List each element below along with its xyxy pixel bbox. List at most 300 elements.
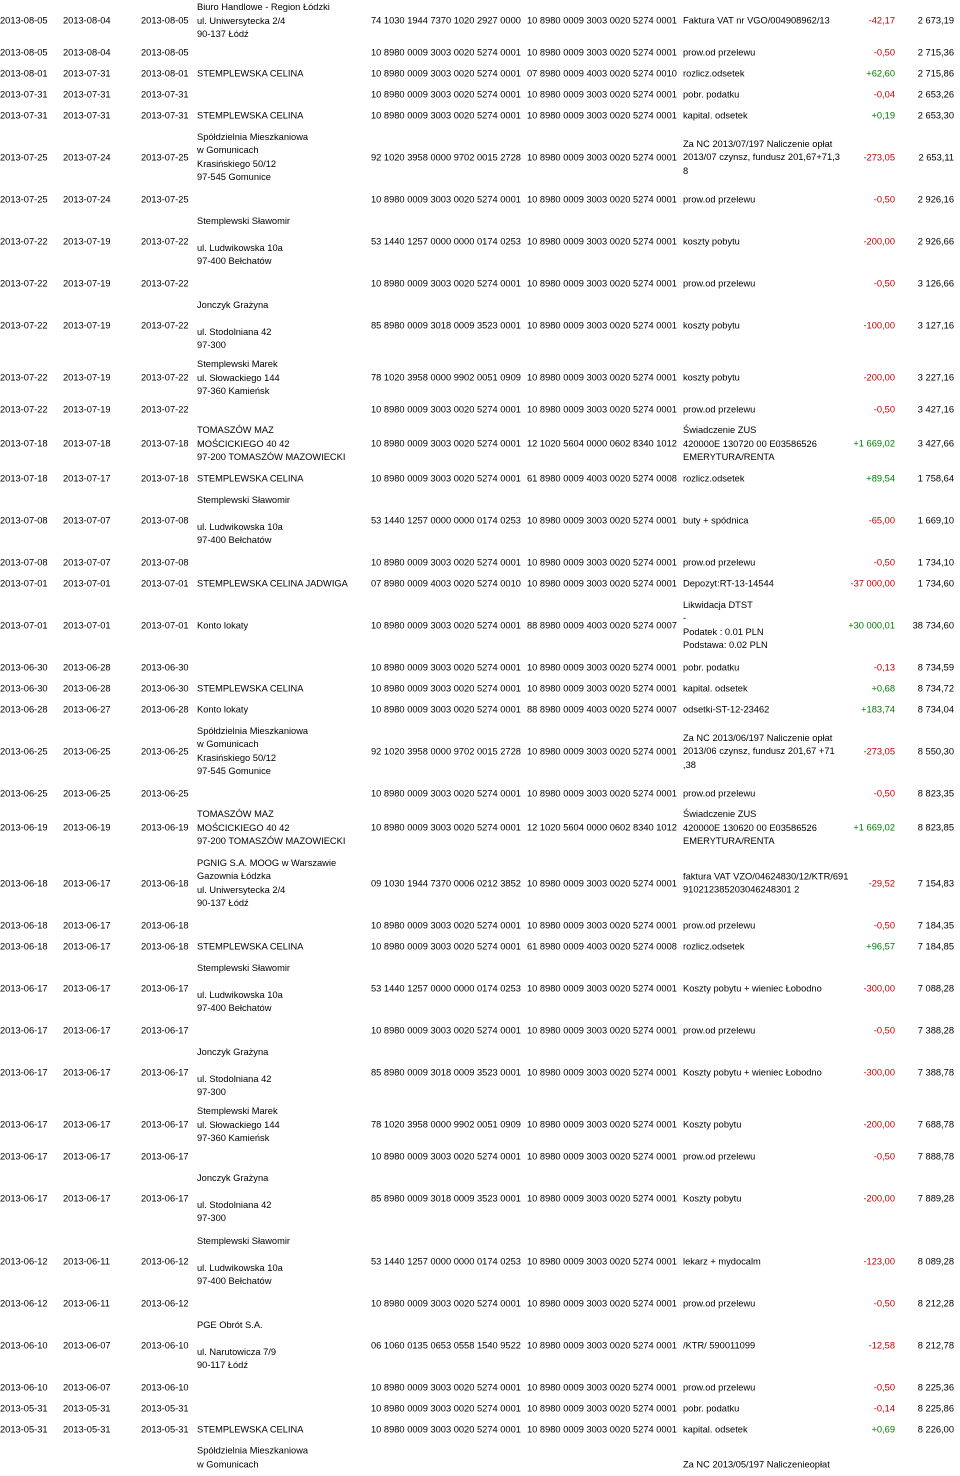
- amount: +183,74: [861, 703, 895, 714]
- counterparty-line: 97-545 Gomunice: [197, 172, 271, 182]
- booking-date: 2013-07-25: [141, 151, 189, 162]
- transaction-title-line: koszty pobytu: [683, 319, 740, 330]
- transaction-row: [0, 1314, 960, 1377]
- account-from: 74 1030 1944 7370 1020 2927 0000: [371, 15, 521, 26]
- amount: -100,00: [863, 319, 895, 330]
- booking-date: 2013-06-25: [141, 787, 189, 798]
- booking-date: 2013-06-10: [141, 1381, 189, 1392]
- counterparty: [197, 358, 280, 399]
- account-to: 10 8980 0009 3003 0020 5274 0001: [527, 1339, 677, 1350]
- counterparty-line: Spółdzielnia Mieszkaniowa: [197, 1445, 309, 1456]
- counterparty-line: Spółdzielnia Mieszkaniowa: [197, 131, 309, 142]
- account-to: 10 8980 0009 3003 0020 5274 0001: [527, 1423, 677, 1434]
- transaction-title-line: ,38: [683, 759, 696, 770]
- booking-date: 2013-06-17: [141, 1192, 189, 1203]
- counterparty: [197, 1445, 308, 1472]
- counterparty: [197, 725, 308, 779]
- transaction-title: [683, 88, 739, 102]
- account-to: 10 8980 0009 3003 0020 5274 0001: [527, 577, 677, 588]
- value-date: 2013-08-04: [63, 46, 111, 57]
- value-date: 2013-07-01: [63, 577, 111, 588]
- operation-date: 2013-06-18: [0, 940, 48, 951]
- counterparty-line: Stemplewski Marek: [197, 1105, 278, 1116]
- amount: -65,00: [868, 514, 895, 525]
- amount: -0,50: [873, 787, 895, 798]
- booking-date: 2013-05-31: [141, 1402, 189, 1413]
- account-to: 10 8980 0009 3003 0020 5274 0001: [527, 1066, 677, 1077]
- transaction-title-line: prow.od przelewu: [683, 1297, 756, 1308]
- transaction-title: [683, 137, 840, 178]
- counterparty-line: [197, 975, 290, 989]
- transaction-row: [0, 210, 960, 273]
- amount: -200,00: [863, 1119, 895, 1130]
- account-to: 61 8980 0009 4003 0020 5274 0008: [527, 472, 677, 483]
- operation-date: 2013-06-12: [0, 1297, 48, 1308]
- balance: 7 388,78: [917, 1066, 954, 1077]
- transaction-title: [683, 940, 745, 954]
- account-to: 10 8980 0009 3003 0020 5274 0001: [527, 661, 677, 672]
- transaction-title: [683, 67, 745, 81]
- balance: 2 715,36: [917, 46, 954, 57]
- transaction-title: [683, 1445, 830, 1472]
- value-date: 2013-07-17: [63, 472, 111, 483]
- amount: -200,00: [863, 372, 895, 383]
- transaction-title-line: Podstawa: 0.02 PLN: [683, 640, 768, 650]
- account-from: 10 8980 0009 3003 0020 5274 0001: [371, 109, 521, 120]
- balance: 1 758,64: [917, 472, 954, 483]
- balance: 8 823,85: [917, 822, 954, 833]
- account-to: 10 8980 0009 3003 0020 5274 0001: [527, 787, 677, 798]
- transaction-title-line: prow.od przelewu: [683, 46, 756, 57]
- counterparty-line: [197, 1248, 290, 1262]
- transaction-title: [683, 1402, 739, 1416]
- account-to: 88 8980 0009 4003 0020 5274 0007: [527, 619, 677, 630]
- counterparty-line: 97-300: [197, 340, 226, 350]
- account-from: 92 1020 3958 0000 9702 0015 2728: [371, 151, 521, 162]
- transaction-row: [0, 489, 960, 552]
- transaction-title-line: Likwidacja DTST: [683, 599, 753, 610]
- transaction-title-line: 8: [683, 165, 689, 176]
- booking-date: 2013-08-05: [141, 15, 189, 26]
- counterparty-line: 97-400 Bełchatów: [197, 256, 272, 266]
- counterparty-line: w Gomunicach: [197, 1459, 259, 1469]
- counterparty-line: Stemplewski Sławomir: [197, 215, 290, 226]
- transaction-row: [0, 294, 960, 357]
- transaction-title-line: /KTR/ 590011099: [683, 1339, 756, 1350]
- counterparty-line: ul. Słowackiego 144: [197, 372, 280, 383]
- transaction-row: [0, 1041, 960, 1104]
- transaction-title-line: buty + spódnica: [683, 514, 749, 525]
- value-date: 2013-06-17: [63, 940, 111, 951]
- transaction-title-line: [683, 1445, 830, 1459]
- amount: +0,19: [871, 109, 895, 120]
- operation-date: 2013-06-18: [0, 877, 48, 888]
- account-from: 10 8980 0009 3003 0020 5274 0001: [371, 193, 521, 204]
- account-from: 10 8980 0009 3003 0020 5274 0001: [371, 88, 521, 99]
- transaction-row: [0, 678, 960, 699]
- amount: -273,05: [863, 745, 895, 756]
- transaction-title: [683, 1150, 755, 1164]
- transaction-title-line: pobr. podatku: [683, 661, 740, 672]
- amount: +1 669,02: [853, 822, 895, 833]
- counterparty-line: Gazownia Łódzka: [197, 871, 271, 881]
- value-date: 2013-06-17: [63, 1192, 111, 1203]
- transaction-title-line: rozlicz.odsetek: [683, 67, 745, 78]
- transaction-title-line: prow.od przelewu: [683, 1381, 756, 1392]
- booking-date: 2013-06-12: [141, 1297, 189, 1308]
- balance: 7 184,35: [917, 919, 954, 930]
- operation-date: 2013-06-18: [0, 919, 48, 930]
- counterparty: [197, 1105, 280, 1146]
- operation-date: 2013-06-17: [0, 1150, 48, 1161]
- account-to: 10 8980 0009 3003 0020 5274 0001: [527, 235, 677, 246]
- value-date: 2013-05-31: [63, 1402, 111, 1413]
- operation-date: 2013-07-31: [0, 88, 48, 99]
- counterparty-line: Jonczyk Grażyna: [197, 1046, 269, 1057]
- transaction-row: [0, 1167, 960, 1230]
- counterparty: [197, 1319, 276, 1373]
- amount: -0,04: [873, 88, 895, 99]
- counterparty-line: TOMASZÓW MAZ: [197, 424, 274, 435]
- value-date: 2013-07-24: [63, 193, 111, 204]
- balance: 7 088,28: [917, 982, 954, 993]
- operation-date: 2013-06-30: [0, 682, 48, 693]
- transaction-row: [0, 1293, 960, 1314]
- amount: -37 000,00: [850, 577, 895, 588]
- transaction-title-line: Koszty pobytu: [683, 1192, 742, 1203]
- transaction-row: [0, 957, 960, 1020]
- booking-date: 2013-07-22: [141, 319, 189, 330]
- value-date: 2013-06-11: [63, 1297, 110, 1308]
- account-to: 10 8980 0009 3003 0020 5274 0001: [527, 556, 677, 567]
- transaction-title-line: prow.od przelewu: [683, 1150, 756, 1161]
- counterparty: [197, 424, 345, 465]
- counterparty: [197, 1235, 290, 1289]
- counterparty-line: 97-300: [197, 1213, 226, 1223]
- transaction-row: [0, 594, 960, 657]
- transaction-title-line: prow.od przelewu: [683, 787, 756, 798]
- balance: 7 154,83: [917, 877, 954, 888]
- transaction-title-line: Podatek : 0.01 PLN: [683, 626, 764, 637]
- operation-date: 2013-08-05: [0, 15, 48, 26]
- amount: -0,50: [873, 1150, 895, 1161]
- transaction-row: [0, 936, 960, 957]
- counterparty-line: ul. Narutowicza 7/9: [197, 1346, 277, 1357]
- transaction-title: [683, 982, 822, 996]
- balance: 8 089,28: [917, 1255, 954, 1266]
- account-to: 10 8980 0009 3003 0020 5274 0001: [527, 372, 677, 383]
- booking-date: 2013-07-31: [141, 88, 189, 99]
- transaction-title: [683, 1192, 741, 1206]
- operation-date: 2013-07-22: [0, 235, 48, 246]
- account-to: 10 8980 0009 3003 0020 5274 0001: [527, 1297, 677, 1308]
- account-to: 10 8980 0009 3003 0020 5274 0001: [527, 88, 677, 99]
- amount: -0,50: [873, 403, 895, 414]
- value-date: 2013-06-17: [63, 877, 111, 888]
- transaction-row: [0, 1146, 960, 1167]
- balance: 2 926,66: [917, 235, 954, 246]
- operation-date: 2013-06-19: [0, 822, 48, 833]
- account-to: 12 1020 5604 0000 0602 8340 1012: [527, 438, 677, 449]
- booking-date: 2013-06-25: [141, 745, 189, 756]
- transaction-title-line: kapital. odsetek: [683, 1423, 748, 1434]
- account-to: 10 8980 0009 3003 0020 5274 0001: [527, 877, 677, 888]
- amount: +1 669,02: [853, 438, 895, 449]
- booking-date: 2013-06-30: [141, 661, 189, 672]
- operation-date: 2013-06-12: [0, 1255, 48, 1266]
- counterparty: [197, 808, 345, 849]
- balance: 8 225,86: [917, 1402, 954, 1413]
- transaction-row: [0, 84, 960, 105]
- transaction-row: [0, 1398, 960, 1419]
- amount: -0,50: [873, 919, 895, 930]
- value-date: 2013-06-27: [63, 703, 111, 714]
- transaction-title: [683, 1339, 755, 1353]
- account-from: 53 1440 1257 0000 0000 0174 0253: [371, 1255, 521, 1266]
- counterparty-line: Stemplewski Marek: [197, 358, 278, 369]
- transaction-row: [0, 357, 960, 399]
- operation-date: 2013-08-01: [0, 67, 48, 78]
- transaction-title-line: koszty pobytu: [683, 372, 740, 383]
- balance: 8 734,04: [917, 703, 954, 714]
- counterparty-line: 90-117 Łódź: [197, 1360, 249, 1370]
- transaction-title-line: EMERYTURA/RENTA: [683, 835, 775, 846]
- counterparty-line: 97-200 TOMASZÓW MAZOWIECKI: [197, 451, 346, 462]
- operation-date: 2013-07-08: [0, 514, 48, 525]
- account-from: 10 8980 0009 3003 0020 5274 0001: [371, 1297, 521, 1308]
- operation-date: 2013-07-01: [0, 619, 48, 630]
- transaction-title: [683, 277, 755, 291]
- transaction-title: [683, 1255, 761, 1269]
- amount: -300,00: [863, 982, 895, 993]
- counterparty-line: [197, 1185, 271, 1199]
- account-from: 85 8980 0009 3018 0009 3523 0001: [371, 1066, 521, 1077]
- amount: -300,00: [863, 1066, 895, 1077]
- operation-date: 2013-06-17: [0, 1066, 48, 1077]
- value-date: 2013-06-17: [63, 1150, 111, 1161]
- transaction-title: [683, 1066, 822, 1080]
- balance: 3 127,16: [917, 319, 954, 330]
- counterparty: [197, 857, 336, 911]
- counterparty-line: ul. Uniwersytecka 2/4: [197, 884, 286, 895]
- transaction-row: [0, 699, 960, 720]
- account-from: 10 8980 0009 3003 0020 5274 0001: [371, 661, 521, 672]
- account-to: 12 1020 5604 0000 0602 8340 1012: [527, 822, 677, 833]
- counterparty-line: STEMPLEWSKA CELINA: [197, 940, 304, 951]
- operation-date: 2013-05-31: [0, 1423, 48, 1434]
- transaction-title-line: Za NC 2013/07/197 Naliczenie opłat: [683, 138, 833, 149]
- amount: -200,00: [863, 1192, 895, 1203]
- transaction-row: [0, 1440, 960, 1476]
- transaction-title-line: Za NC 2013/06/197 Naliczenie opłat: [683, 732, 833, 743]
- counterparty: [197, 299, 271, 353]
- amount: -0,50: [873, 1297, 895, 1308]
- account-to: 10 8980 0009 3003 0020 5274 0001: [527, 1255, 677, 1266]
- counterparty-line: ul. Ludwikowska 10a: [197, 989, 283, 1000]
- booking-date: 2013-07-25: [141, 193, 189, 204]
- transaction-row: [0, 573, 960, 594]
- amount: -29,52: [868, 877, 895, 888]
- value-date: 2013-06-17: [63, 1024, 111, 1035]
- account-from: 10 8980 0009 3003 0020 5274 0001: [371, 67, 521, 78]
- booking-date: 2013-07-01: [141, 619, 189, 630]
- amount: -273,05: [863, 151, 895, 162]
- transaction-title-line: Depozyt:RT-13-14544: [683, 577, 774, 588]
- transaction-title: [683, 870, 848, 897]
- value-date: 2013-06-25: [63, 787, 111, 798]
- amount: -0,50: [873, 193, 895, 204]
- balance: 1 734,60: [917, 577, 954, 588]
- amount: -0,14: [873, 1402, 895, 1413]
- operation-date: 2013-06-17: [0, 1192, 48, 1203]
- counterparty-line: ul. Uniwersytecka 2/4: [197, 15, 286, 26]
- account-to: 88 8980 0009 4003 0020 5274 0007: [527, 703, 677, 714]
- account-from: 10 8980 0009 3003 0020 5274 0001: [371, 556, 521, 567]
- transaction-row: [0, 1020, 960, 1041]
- account-to: 10 8980 0009 3003 0020 5274 0001: [527, 745, 677, 756]
- operation-date: 2013-08-05: [0, 46, 48, 57]
- transaction-title: [683, 661, 739, 675]
- counterparty-line: MOŚCICKIEGO 40 42: [197, 822, 290, 833]
- account-to: 10 8980 0009 3003 0020 5274 0001: [527, 919, 677, 930]
- amount: +62,60: [866, 67, 895, 78]
- transaction-title: [683, 1118, 741, 1132]
- amount: -123,00: [863, 1255, 895, 1266]
- amount: -0,50: [873, 556, 895, 567]
- transaction-title: [683, 514, 748, 528]
- value-date: 2013-05-31: [63, 1423, 111, 1434]
- booking-date: 2013-07-01: [141, 577, 189, 588]
- operation-date: 2013-06-25: [0, 745, 48, 756]
- account-from: 10 8980 0009 3003 0020 5274 0001: [371, 682, 521, 693]
- booking-date: 2013-06-12: [141, 1255, 189, 1266]
- account-to: 10 8980 0009 3003 0020 5274 0001: [527, 151, 677, 162]
- transaction-row: [0, 189, 960, 210]
- transaction-title: [683, 109, 748, 123]
- amount: -200,00: [863, 235, 895, 246]
- value-date: 2013-06-19: [63, 822, 111, 833]
- transaction-row: [0, 804, 960, 852]
- account-to: 10 8980 0009 3003 0020 5274 0001: [527, 1192, 677, 1203]
- balance: 7 388,28: [917, 1024, 954, 1035]
- transaction-row: [0, 552, 960, 573]
- account-to: 10 8980 0009 3003 0020 5274 0001: [527, 1402, 677, 1413]
- account-to: 10 8980 0009 3003 0020 5274 0001: [527, 1024, 677, 1035]
- transaction-row: [0, 273, 960, 294]
- counterparty-line: STEMPLEWSKA CELINA: [197, 109, 304, 120]
- balance: 3 227,16: [917, 372, 954, 383]
- balance: 2 673,19: [917, 15, 954, 26]
- account-from: 53 1440 1257 0000 0000 0174 0253: [371, 514, 521, 525]
- transaction-title-line: prow.od przelewu: [683, 277, 756, 288]
- counterparty-line: Konto lokaty: [197, 619, 249, 630]
- transaction-title: [683, 1423, 748, 1437]
- value-date: 2013-07-07: [63, 514, 111, 525]
- booking-date: 2013-06-17: [141, 982, 189, 993]
- booking-date: 2013-07-18: [141, 472, 189, 483]
- transaction-row: [0, 1104, 960, 1146]
- transaction-title-line: faktura VAT VZO/04624830/12/KTR/691: [683, 871, 849, 881]
- account-from: 10 8980 0009 3003 0020 5274 0001: [371, 940, 521, 951]
- transaction-title-line: kapital. odsetek: [683, 682, 748, 693]
- transaction-row: [0, 42, 960, 63]
- counterparty-line: STEMPLEWSKA CELINA: [197, 682, 304, 693]
- transaction-title-line: -: [683, 613, 687, 623]
- counterparty: [197, 1, 330, 42]
- counterparty: [197, 1046, 271, 1100]
- transaction-title: [683, 787, 755, 801]
- counterparty-line: TOMASZÓW MAZ: [197, 808, 274, 819]
- operation-date: 2013-06-28: [0, 703, 48, 714]
- booking-date: 2013-05-31: [141, 1423, 189, 1434]
- transaction-title: [683, 1381, 755, 1395]
- operation-date: 2013-07-08: [0, 556, 48, 567]
- value-date: 2013-07-24: [63, 151, 111, 162]
- counterparty-line: 97-360 Kamieńsk: [197, 1132, 270, 1143]
- counterparty-line: Krasińskiego 50/12: [197, 752, 277, 763]
- transaction-title-line: Świadczenie ZUS: [683, 808, 757, 819]
- counterparty-line: ul. Stodolniana 42: [197, 1073, 272, 1084]
- transaction-title-line: pobr. podatku: [683, 1402, 740, 1413]
- transaction-title: [683, 472, 745, 486]
- balance: 7 888,78: [917, 1150, 954, 1161]
- value-date: 2013-06-17: [63, 1119, 111, 1130]
- counterparty: [197, 1423, 303, 1437]
- account-from: 78 1020 3958 0000 9902 0051 0909: [371, 1119, 521, 1130]
- balance: 8 212,28: [917, 1297, 954, 1308]
- counterparty-line: 97-200 TOMASZÓW MAZOWIECKI: [197, 835, 346, 846]
- counterparty-line: MOŚCICKIEGO 40 42: [197, 438, 290, 449]
- value-date: 2013-07-31: [63, 88, 111, 99]
- amount: +89,54: [866, 472, 895, 483]
- counterparty-line: STEMPLEWSKA CELINA: [197, 472, 304, 483]
- operation-date: 2013-07-22: [0, 319, 48, 330]
- counterparty-line: ul. Ludwikowska 10a: [197, 1262, 283, 1273]
- balance: 1 734,10: [917, 556, 954, 567]
- value-date: 2013-06-28: [63, 682, 111, 693]
- operation-date: 2013-07-22: [0, 372, 48, 383]
- account-to: 10 8980 0009 3003 0020 5274 0001: [527, 403, 677, 414]
- balance: 8 226,00: [917, 1423, 954, 1434]
- booking-date: 2013-06-18: [141, 940, 189, 951]
- amount: +30 000,01: [848, 619, 895, 630]
- counterparty-line: 97-360 Kamieńsk: [197, 385, 270, 396]
- balance: 8 734,59: [917, 661, 954, 672]
- account-to: 10 8980 0009 3003 0020 5274 0001: [527, 46, 677, 57]
- value-date: 2013-07-19: [63, 319, 111, 330]
- value-date: 2013-06-17: [63, 1066, 111, 1077]
- counterparty: [197, 494, 290, 548]
- counterparty-line: ul. Stodolniana 42: [197, 326, 272, 337]
- transaction-row: [0, 852, 960, 915]
- transaction-title-line: Koszty pobytu + wieniec Łobodno: [683, 1066, 822, 1077]
- account-from: 10 8980 0009 3003 0020 5274 0001: [371, 403, 521, 414]
- booking-date: 2013-06-19: [141, 822, 189, 833]
- transaction-row: [0, 720, 960, 783]
- booking-date: 2013-08-01: [141, 67, 189, 78]
- transaction-title-line: Koszty pobytu + wieniec Łobodno: [683, 982, 822, 993]
- account-from: 85 8980 0009 3018 0009 3523 0001: [371, 1192, 521, 1203]
- transaction-row: [0, 0, 960, 42]
- amount: +0,68: [871, 682, 895, 693]
- counterparty-line: w Gomunicach: [197, 145, 259, 155]
- transaction-title-line: rozlicz.odsetek: [683, 940, 745, 951]
- booking-date: 2013-06-17: [141, 1024, 189, 1035]
- account-from: 10 8980 0009 3003 0020 5274 0001: [371, 1150, 521, 1161]
- transaction-title-line: prow.od przelewu: [683, 403, 756, 414]
- operation-date: 2013-07-22: [0, 403, 48, 414]
- value-date: 2013-06-07: [63, 1381, 111, 1392]
